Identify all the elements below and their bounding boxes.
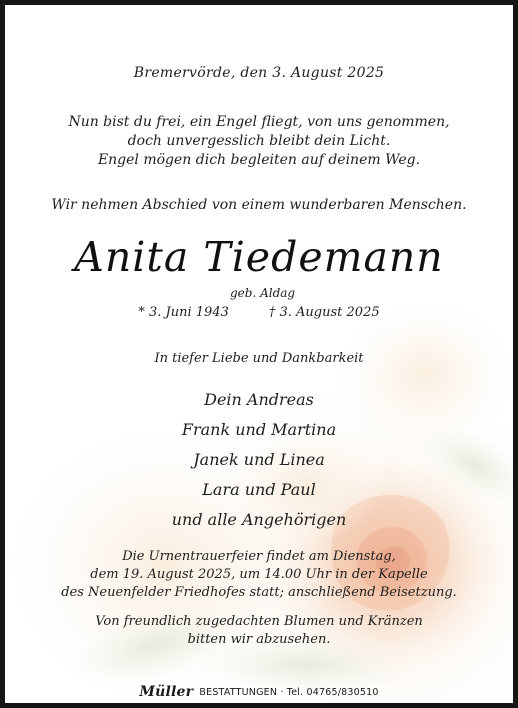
service-line: Die Urnentrauerfeier findet am Dienstag, (122, 549, 396, 564)
verse-line: Nun bist du frei, ein Engel fliegt, von uns genommen, (68, 114, 450, 130)
life-dates (5, 305, 513, 320)
funeral-home-logo: Müller (139, 684, 194, 700)
flowers-line: bitten wir abzusehen. (187, 632, 331, 647)
notice-content (5, 5, 513, 703)
farewell-line: Wir nehmen Abschied von einem wunderbaren Menschen. (51, 197, 467, 213)
mourner: Frank und Martina (181, 420, 337, 439)
service-info (5, 548, 513, 602)
maiden-name: geb. Aldag (230, 286, 296, 300)
service-line: dem 19. August 2025, um 14.00 Uhr in der Kapelle (90, 567, 428, 582)
flowers-line: Von freundlich zugedachten Blumen und Kränzen (95, 614, 423, 629)
flowers-note (5, 613, 513, 649)
death-date: † 3. August 2025 (268, 305, 380, 320)
love-line: In tiefer Liebe und Dankbarkeit (154, 351, 364, 366)
verse-line: Engel mögen dich begleiten auf deinem Weg. (97, 152, 421, 168)
verse (5, 113, 513, 170)
verse-line: doch unvergesslich bleibt dein Licht. (127, 133, 391, 149)
place-date: Bremervörde, den 3. August 2025 (133, 65, 385, 81)
mourner: und alle Angehörigen (171, 510, 347, 529)
service-line: des Neuenfelder Friedhofes statt; anschließend Beisetzung. (61, 585, 457, 600)
deceased-name: Anita Tiedemann (74, 233, 444, 281)
funeral-home-contact: BESTATTUNGEN · Tel. 04765/830510 (199, 687, 379, 698)
mourner: Janek und Linea (193, 450, 325, 469)
funeral-home-footer (5, 684, 513, 700)
mourner: Dein Andreas (204, 390, 314, 409)
birth-date: * 3. Juni 1943 (138, 305, 229, 320)
mourners-list (5, 385, 513, 535)
mourner: Lara und Paul (202, 480, 316, 499)
